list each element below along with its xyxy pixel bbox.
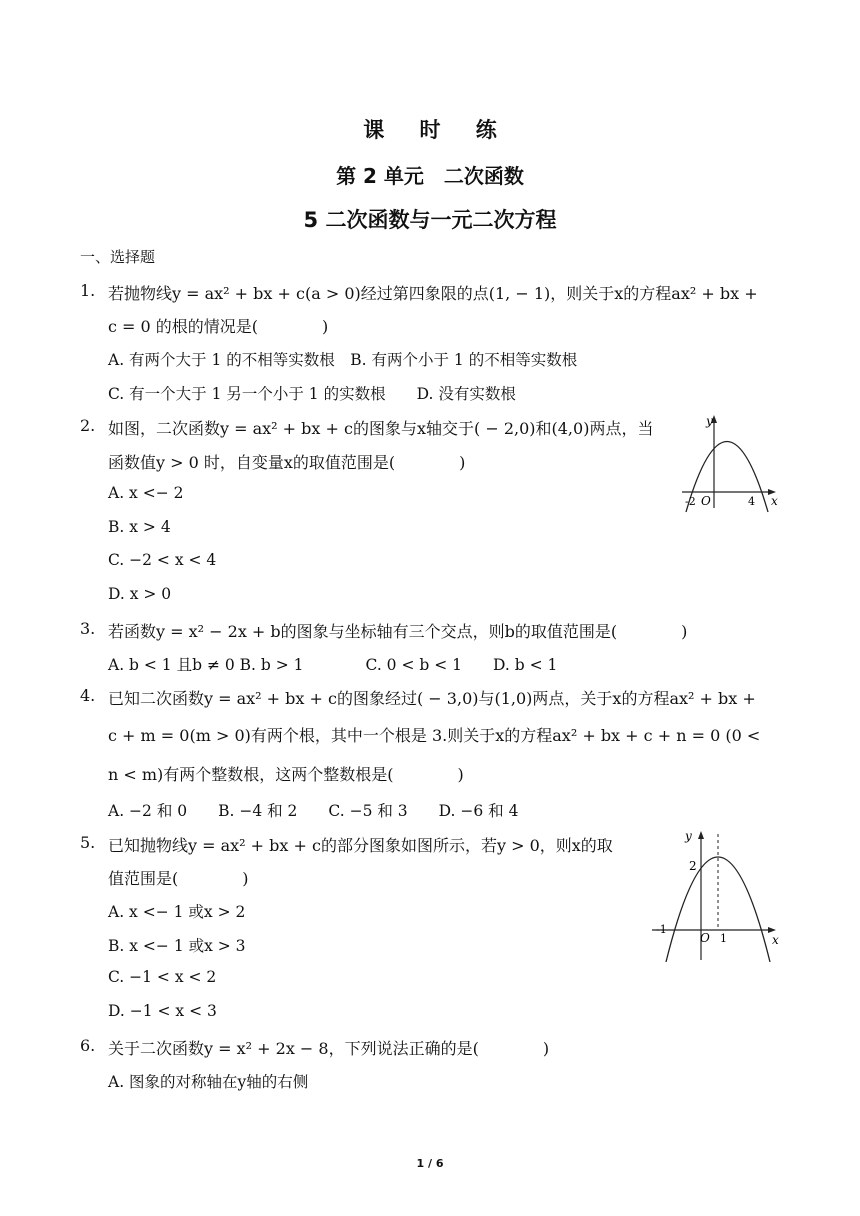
question-text: 如图，二次函数y = ax² + bx + c的图象与x轴交于( − 2,0)和(4,0)两点，当 [108,419,654,438]
option-line: A. 有两个大于 1 的不相等实数根 B. 有两个小于 1 的不相等实数根 [108,351,578,369]
section-title: 一、选择题 [80,248,156,266]
x-axis-label: x [772,933,779,947]
question-text: n < m)有两个整数根，这两个整数根是( ) [108,765,464,784]
option-a: A. x <− 1 或x > 2 [108,903,246,921]
y-axis-label: y [685,829,692,843]
option-line: C. 有一个大于 1 另一个小于 1 的实数根 D. 没有实数根 [108,385,516,403]
question-text: 若函数y = x² − 2x + b的图象与坐标轴有三个交点，则b的取值范围是( ) [108,622,688,641]
y-axis-label: y [706,414,713,428]
origin-label: O [700,931,710,945]
option-c: C. −2 < x < 4 [108,551,217,569]
question-text: 值范围是( ) [108,869,249,888]
option-a: A. 图象的对称轴在y轴的右侧 [108,1073,309,1091]
page-title: 课 时 练 [363,118,511,142]
option-d: D. −1 < x < 3 [108,1002,217,1020]
question-number: 5. [80,833,96,852]
option-d: D. x > 0 [108,585,172,603]
question-text: 关于二次函数y = x² + 2x − 8，下列说法正确的是( ) [108,1039,550,1058]
question-text: 已知二次函数y = ax² + bx + c的图象经过( − 3,0)与(1,0)两点，关于x的方程ax² + bx + [108,689,756,708]
y-intercept-label: 2 [689,859,697,873]
option-line: A. −2 和 0 B. −4 和 2 C. −5 和 3 D. −6 和 4 [108,802,519,820]
option-c: C. −1 < x < 2 [108,968,217,986]
question-number: 4. [80,686,96,705]
question-number: 3. [80,619,96,638]
option-b: B. x <− 1 或x > 3 [108,937,246,955]
vertex-x-label: 1 [720,932,727,945]
origin-label: O [701,494,711,508]
unit-title: 第 2 单元 二次函数 [336,164,524,188]
parabola-figure-q2 [672,408,784,516]
option-a: A. x <− 2 [108,484,184,502]
right-root-label: 4 [748,495,755,508]
question-number: 6. [80,1036,96,1055]
option-b: B. x > 4 [108,518,171,536]
question-number: 1. [80,281,96,300]
question-text: 函数值y > 0 时，自变量x的取值范围是( ) [108,453,466,472]
page-number: 1 / 6 [416,1157,444,1170]
question-text: 若抛物线y = ax² + bx + c(a > 0)经过第四象限的点(1, − 1)，则关于x的方程ax² + bx + [108,284,758,303]
question-number: 2. [80,416,96,435]
question-text: 已知抛物线y = ax² + bx + c的部分图象如图所示，若y > 0，则x的取 [108,836,613,855]
left-root-label: -2 [685,495,696,508]
option-line: A. b < 1 且b ≠ 0 B. b > 1 C. 0 < b < 1 D. b < 1 [108,656,558,674]
parabola-figure-q5 [648,826,786,962]
lesson-title: 5 二次函数与一元二次方程 [303,208,557,232]
x-axis-label: x [771,494,778,508]
question-text: c + m = 0(m > 0)有两个根，其中一个根是 3.则关于x的方程ax² + bx + c + n = 0 (0 < [108,726,761,745]
left-root-label: -1 [656,923,667,936]
question-text: c = 0 的根的情况是( ) [108,317,329,336]
